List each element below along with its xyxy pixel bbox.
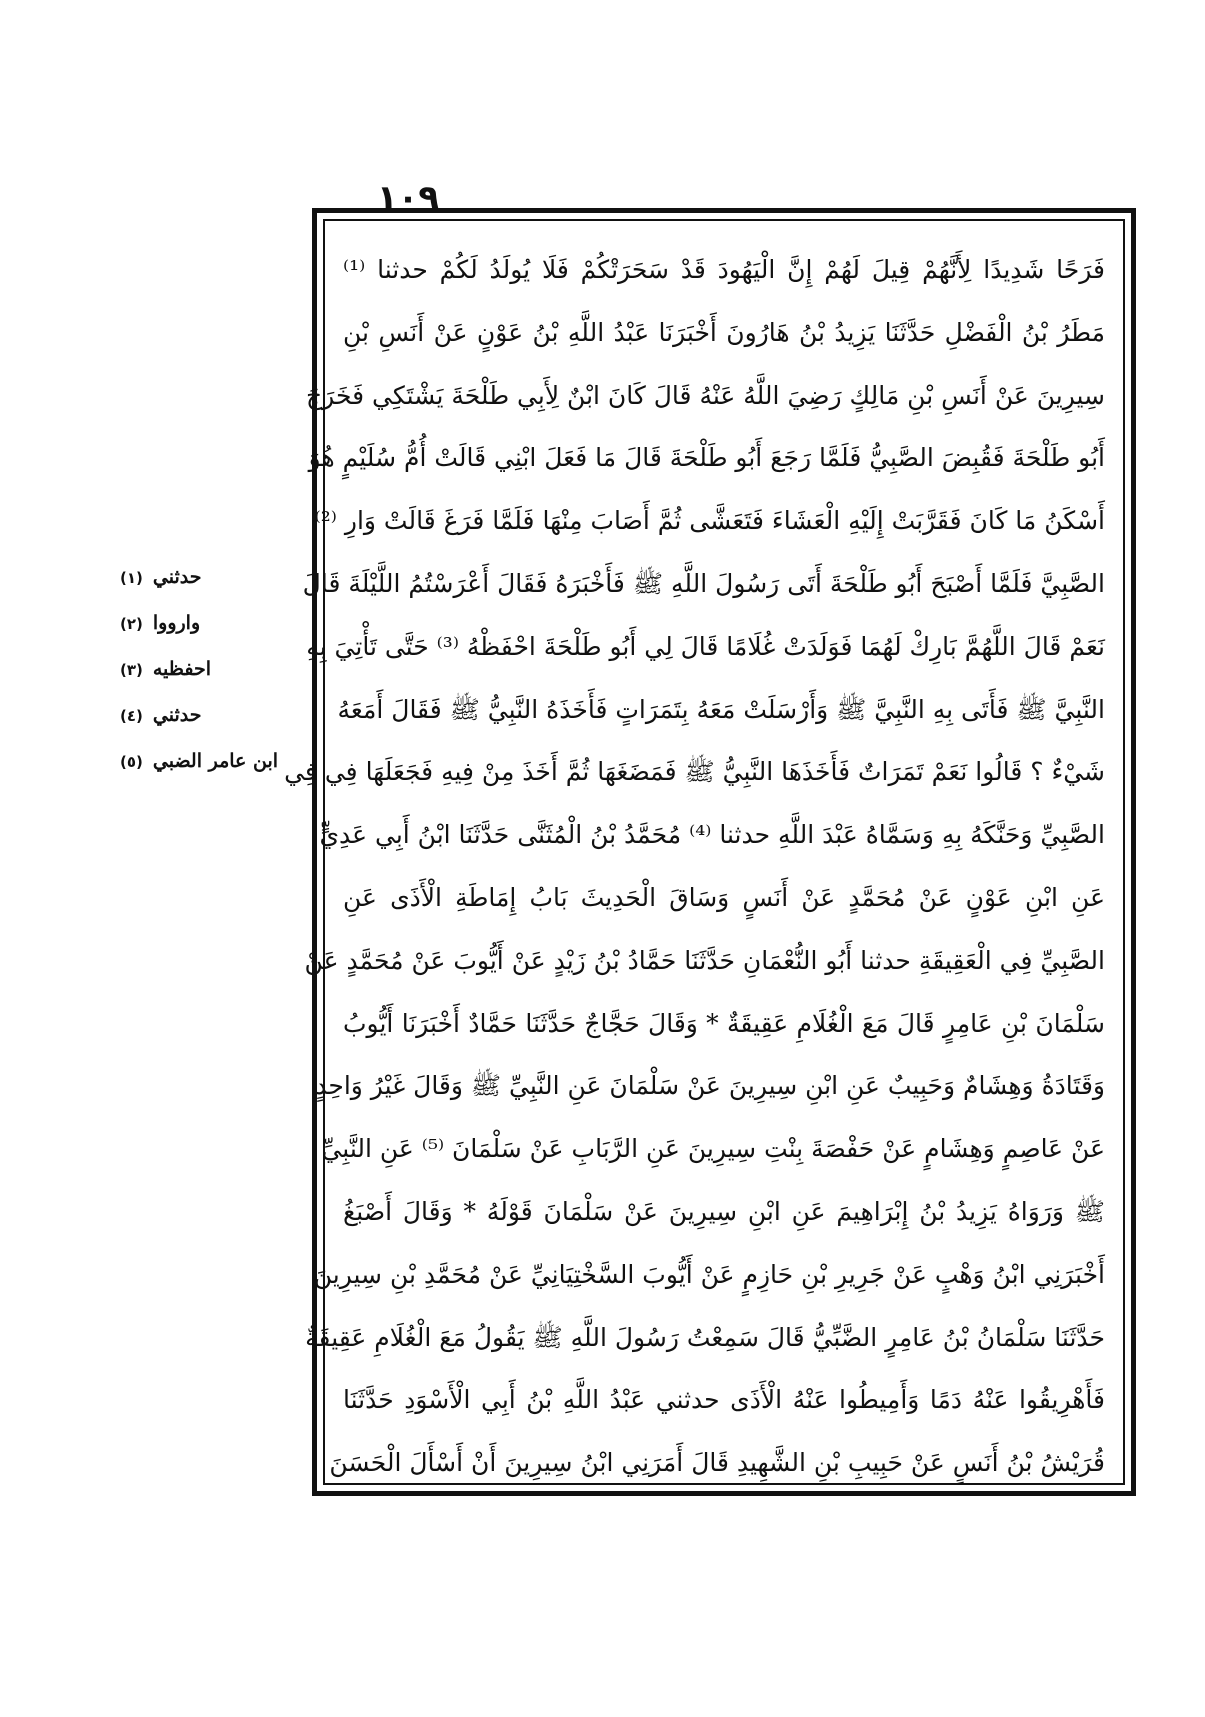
note-number: (١) [120,569,143,587]
text-line: سَلْمَانَ بْنِ عَامِرٍ قَالَ مَعَ الْغُلَامِ عَقِيقَةٌ * وَقَالَ حَجَّاجٌ حَدَّثَنَا حَمَّادٌ أَخْبَرَنَا أَيُّوبُ [343,1008,1105,1038]
text-line: حَدَّثَنَا سَلْمَانُ بْنُ عَامِرٍ الضَّبِّيُّ قَالَ سَمِعْتُ رَسُولَ اللَّهِ ﷺ يَقُولُ مَعَ الْغُلَامِ عَقِيقَةٌ [305,1322,1105,1352]
text-line: أَسْكَنُ مَا كَانَ فَقَرَّبَتْ إِلَيْهِ الْعَشَاءَ فَتَعَشَّى ثُمَّ أَصَابَ مِنْهَا فَلَمَّا فَرَغَ قَالَتْ وَارِ ⁽²⁾ [314,506,1105,536]
note-text: ابن عامر الضبي [152,750,279,772]
margin-note [120,750,300,772]
note-text: حدثني [152,704,202,726]
text-line: الصَّبِيِّ فِي الْعَقِيقَةِ حدثنا أَبُو النُّعْمَانِ حَدَّثَنَا حَمَّادُ بْنُ زَيْدٍ عَنْ أَيُّوبَ عَنْ مُحَمَّدٍ عَنْ [304,945,1105,975]
text-line: قُرَيْشُ بْنُ أَنَسٍ عَنْ حَبِيبِ بْنِ الشَّهِيدِ قَالَ أَمَرَنِي ابْنُ سِيرِينَ أَنْ أَسْأَلَ الْحَسَنَ [329,1448,1105,1478]
text-frame-inner [284,219,1125,1485]
text-line: أَبُو طَلْحَةَ فَقُبِضَ الصَّبِيُّ فَلَمَّا رَجَعَ أَبُو طَلْحَةَ قَالَ مَا فَعَلَ ابْنِي قَالَتْ أُمُّ سُلَيْمٍ هُوَ [308,443,1105,473]
margin-note [120,566,300,588]
note-text: احفظيه [152,658,212,680]
main-text-block [284,239,1105,1495]
margin-notes [120,566,300,796]
text-line: فَأَهْرِيقُوا عَنْهُ دَمًا وَأَمِيطُوا عَنْهُ الْأَذَى حدثني عَبْدُ اللَّهِ بْنُ أَبِي الْأَسْوَدِ حَدَّثَنَا [343,1385,1105,1415]
text-line: الصَّبِيِّ وَحَنَّكَهُ بِهِ وَسَمَّاهُ عَبْدَ اللَّهِ حدثنا ⁽⁴⁾ مُحَمَّدُ بْنُ الْمُثَنَّى حَدَّثَنَا ابْنُ أَبِي عَدِيٍّ [319,820,1105,850]
note-number: (٥) [120,753,143,771]
text-line: أَخْبَرَنِي ابْنُ وَهْبٍ عَنْ جَرِيرِ بْنِ حَازِمٍ عَنْ أَيُّوبَ السَّخْتِيَانِيِّ عَنْ مُحَمَّدِ بْنِ سِيرِينَ [313,1259,1105,1289]
text-line: مَطَرُ بْنُ الْفَضْلِ حَدَّثَنَا يَزِيدُ بْنُ هَارُونَ أَخْبَرَنَا عَبْدُ اللَّهِ بْنُ عَوْنٍ عَنْ أَنَسِ بْنِ [343,317,1105,347]
text-line: سِيرِينَ عَنْ أَنَسِ بْنِ مَالِكٍ رَضِيَ اللَّهُ عَنْهُ قَالَ كَانَ ابْنٌ لِأَبِي طَلْحَةَ يَشْتَكِي فَخَرَجَ [306,380,1105,410]
note-text: وارووا [152,612,201,634]
margin-note [120,704,300,726]
text-line: الصَّبِيَّ فَلَمَّا أَصْبَحَ أَبُو طَلْحَةَ أَتَى رَسُولَ اللَّهِ ﷺ فَأَخْبَرَهُ فَقَالَ أَعْرَسْتُمُ اللَّيْلَةَ قَالَ [302,568,1105,598]
text-line: النَّبِيَّ ﷺ فَأَتَى بِهِ النَّبِيَّ ﷺ وَأَرْسَلَتْ مَعَهُ بِتَمَرَاتٍ فَأَخَذَهُ النَّبِيُّ ﷺ فَقَالَ أَمَعَهُ [337,694,1105,724]
text-frame-outer [284,208,1136,1496]
text-line: شَيْءٌ ؟ قَالُوا نَعَمْ تَمَرَاتٌ فَأَخَذَهَا النَّبِيُّ ﷺ فَمَضَغَهَا ثُمَّ أَخَذَ مِنْ فِيهِ فَجَعَلَهَا فِي فِي [284,757,1105,787]
note-number: (٣) [120,661,143,679]
margin-note [120,612,300,634]
text-line: فَرَحًا شَدِيدًا لِأَنَّهُمْ قِيلَ لَهُمْ إِنَّ الْيَهُودَ قَدْ سَحَرَتْكُمْ فَلَا يُولَدُ لَكُمْ حدثنا ⁽¹⁾ [343,255,1105,284]
note-number: (٢) [120,615,143,633]
margin-note [120,658,300,680]
page-number: ١٠٩ [376,178,440,218]
note-text: حدثني [152,566,202,588]
text-line: ﷺ وَرَوَاهُ يَزِيدُ بْنُ إِبْرَاهِيمَ عَنِ ابْنِ سِيرِينَ عَنْ سَلْمَانَ قَوْلَهُ * وَقَالَ أَصْبَغُ [343,1196,1105,1226]
note-number: (٤) [120,707,143,725]
text-line: عَنِ ابْنِ عَوْنٍ عَنْ مُحَمَّدٍ عَنْ أَنَسٍ وَسَاقَ الْحَدِيثَ بَابُ إِمَاطَةِ الْأَذَى عَنِ [343,882,1105,912]
text-line: نَعَمْ قَالَ اللَّهُمَّ بَارِكْ لَهُمَا فَوَلَدَتْ غُلَامًا قَالَ لِي أَبُو طَلْحَةَ احْفَظْهُ ⁽³⁾ حَتَّى تَأْتِيَ بِهِ [306,631,1105,661]
text-line: عَنْ عَاصِمٍ وَهِشَامٍ عَنْ حَفْصَةَ بِنْتِ سِيرِينَ عَنِ الرَّبَابِ عَنْ سَلْمَانَ ⁽⁵⁾ عَنِ النَّبِيِّ [321,1134,1105,1164]
text-line: وَقَتَادَةُ وَهِشَامٌ وَحَبِيبٌ عَنِ ابْنِ سِيرِينَ عَنْ سَلْمَانَ عَنِ النَّبِيِّ ﷺ وَقَالَ غَيْرُ وَاحِدٍ [315,1071,1105,1101]
